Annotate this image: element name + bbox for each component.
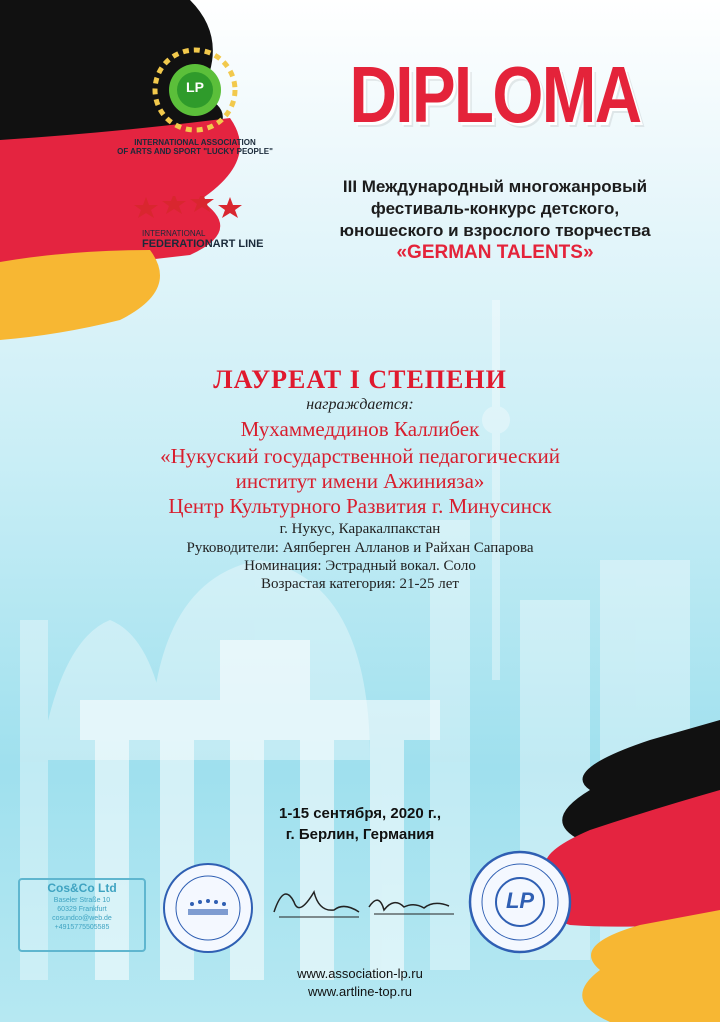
stamp-company: Cos&Co Ltd: [47, 881, 117, 895]
website-link-2[interactable]: www.artline-top.ru: [307, 984, 413, 999]
lp-logo-line2: OF ARTS AND SPORT "LUCKY PEOPLE": [117, 147, 273, 156]
event-location: г. Берлин, Германия: [285, 826, 435, 843]
institution-line-2: институт имени Ажинияза»: [235, 469, 485, 493]
stamp-email: cosundco@web.de: [52, 915, 112, 922]
recipient-city: г. Нукус, Каракалпакстан: [279, 521, 441, 537]
lp-logo-badge: LP: [186, 79, 204, 95]
artline-logo-line1: INTERNATIONAL: [142, 229, 206, 238]
laureate-degree: ЛАУРЕАТ I СТЕПЕНИ: [213, 365, 507, 394]
website-links: [0, 965, 720, 1001]
event-info: [240, 803, 480, 845]
signatures: [264, 872, 464, 932]
age-category: Возрастая категория: 21-25 лет: [261, 576, 459, 592]
culture-center: Центр Культурного Развития г. Минусинск: [168, 494, 552, 518]
recipient-name: Мухаммеддинов Каллибек: [240, 417, 480, 441]
lucky-people-logo: [150, 45, 240, 135]
event-dates: 1-15 сентября, 2020 г.,: [279, 805, 441, 822]
stars-icon: [128, 196, 248, 224]
festival-line-3: юношеского и взрослого творчества: [339, 221, 651, 240]
stamp-street: Baseler Straße 10: [53, 897, 111, 904]
institution-line-1: «Нукуский государственной педагогический: [160, 444, 560, 468]
festival-line-1: III Международный многожанровый: [342, 177, 648, 196]
diploma-title: DIPLOMA: [349, 50, 641, 139]
nomination: Номинация: Эстрадный вокал. Соло: [244, 558, 476, 574]
lp-logo-caption: [110, 138, 280, 156]
stamp-phone: +4915775505585: [54, 924, 110, 931]
lp-seal-badge: LP: [505, 888, 535, 913]
festival-name: «GERMAN TALENTS»: [396, 242, 594, 263]
artline-logo-line2: FEDERATIONART LINE: [142, 238, 264, 250]
awarded-label: награждается:: [306, 396, 414, 413]
company-stamp: [18, 878, 146, 952]
federation-seal-icon: [162, 862, 254, 954]
lp-logo-line1: INTERNATIONAL ASSOCIATION: [134, 138, 256, 147]
leaders: Руководители: Аяпберген Алланов и Райхан Сапарова: [186, 540, 534, 556]
lp-seal: [468, 850, 572, 954]
stamp-city: 60329 Frankfurt: [57, 906, 107, 913]
festival-line-2: фестиваль-конкурс детского,: [370, 199, 620, 218]
website-link-1[interactable]: www.association-lp.ru: [297, 966, 423, 981]
